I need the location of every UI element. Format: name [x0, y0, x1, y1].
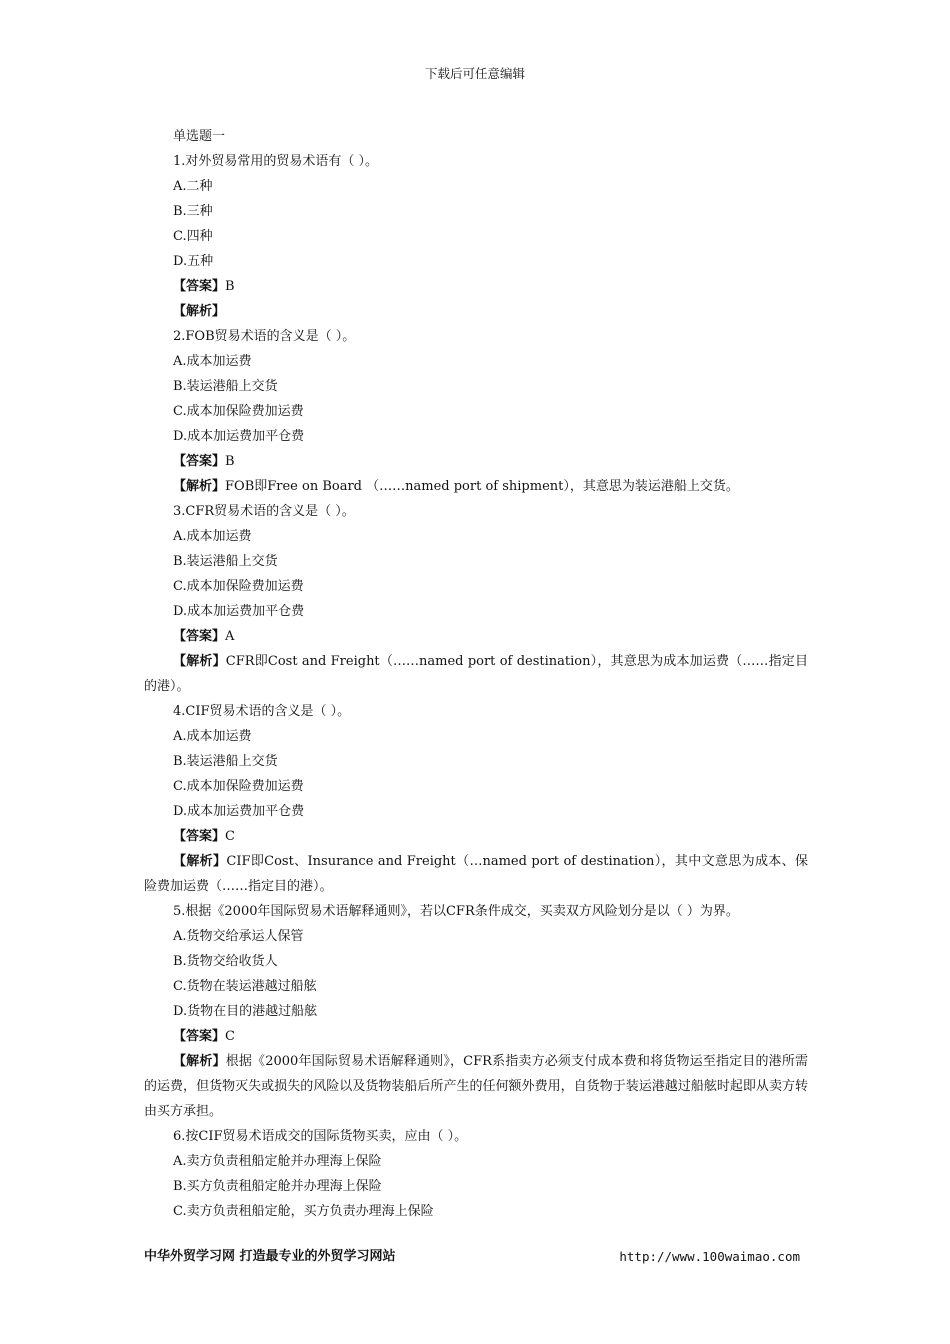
document-body [144, 124, 808, 1224]
question-2-option-a: A.成本加运费 [173, 354, 252, 369]
section-title: 单选题一 [173, 129, 226, 144]
answer-tag: 【答案】 [173, 279, 226, 294]
analysis-text: FOB即Free on Board （……named port of shipment），其意思为装运港船上交货。 [225, 479, 739, 494]
answer-tag: 【答案】 [173, 454, 226, 469]
analysis-tag: 【解析】 [173, 854, 227, 869]
question-4-option-c: C.成本加保险费加运费 [173, 779, 304, 794]
question-5-option-a: A.货物交给承运人保管 [173, 929, 304, 944]
question-2-option-d: D.成本加运费加平仓费 [173, 429, 305, 444]
question-2-option-b: B.装运港船上交货 [173, 379, 278, 394]
answer-value: B [225, 454, 235, 469]
question-3-answer [144, 624, 808, 649]
answer-value: C [225, 1029, 235, 1044]
question-1-option-a: A.二种 [173, 179, 213, 194]
analysis-text: CFR即Cost and Freight（……named port of destination），其意思为成本加运费（……指定目的港）。 [144, 654, 808, 694]
analysis-tag: 【解析】 [173, 1054, 226, 1069]
question-1-option-c: C.四种 [173, 229, 213, 244]
question-6-option-b: B.买方负责租船定舱并办理海上保险 [173, 1179, 382, 1194]
question-3-option-c: C.成本加保险费加运费 [173, 579, 304, 594]
question-4-option-a: A.成本加运费 [173, 729, 252, 744]
question-5-option-d: D.货物在目的港越过船舷 [173, 1004, 318, 1019]
analysis-text: CIF即Cost、Insurance and Freight（…named port of destination），其中文意思为成本、保险费加运费（……指定目的港）。 [144, 854, 808, 894]
question-5-option-c: C.货物在装运港越过船舷 [173, 979, 317, 994]
question-2-analysis [144, 474, 808, 499]
question-3-option-d: D.成本加运费加平仓费 [173, 604, 305, 619]
question-3-stem: 3.CFR贸易术语的含义是（ ）。 [173, 504, 355, 519]
question-2-option-c: C.成本加保险费加运费 [173, 404, 304, 419]
answer-value: C [225, 829, 235, 844]
page-footer [144, 1246, 800, 1268]
answer-tag: 【答案】 [173, 629, 226, 644]
footer-url[interactable]: http://www.100waimao.com [619, 1249, 800, 1264]
question-1-analysis [144, 299, 808, 324]
question-4-stem: 4.CIF贸易术语的含义是（ ）。 [173, 704, 351, 719]
question-1-answer [144, 274, 808, 299]
analysis-tag: 【解析】 [173, 654, 226, 669]
question-1-option-d: D.五种 [173, 254, 214, 269]
question-6-option-a: A.卖方负责租船定舱并办理海上保险 [173, 1154, 382, 1169]
question-5-stem: 5.根据《2000年国际贸易术语解释通则》，若以CFR条件成交，买卖双方风险划分是以（ ）为界。 [173, 904, 739, 919]
question-1-option-b: B.三种 [173, 204, 213, 219]
question-5-answer [144, 1024, 808, 1049]
question-6-option-c: C.卖方负责租船定舱，买方负责办理海上保险 [173, 1204, 434, 1219]
question-3-option-b: B.装运港船上交货 [173, 554, 278, 569]
page-header: 下载后可任意编辑 [424, 66, 525, 81]
question-5-option-b: B.货物交给收货人 [173, 954, 278, 969]
question-1-stem: 1.对外贸易常用的贸易术语有（ ）。 [173, 154, 379, 169]
question-6-stem: 6.按CIF贸易术语成交的国际货物买卖，应由（ ）。 [173, 1129, 468, 1144]
analysis-tag: 【解析】 [173, 304, 226, 319]
question-3-analysis [144, 649, 808, 699]
question-4-option-d: D.成本加运费加平仓费 [173, 804, 305, 819]
question-2-answer [144, 449, 808, 474]
question-5-analysis [144, 1049, 808, 1124]
answer-value: B [225, 279, 235, 294]
question-4-option-b: B.装运港船上交货 [173, 754, 278, 769]
answer-value: A [225, 629, 235, 644]
analysis-tag: 【解析】 [173, 479, 226, 494]
question-4-analysis [144, 849, 808, 899]
question-3-option-a: A.成本加运费 [173, 529, 252, 544]
answer-tag: 【答案】 [173, 1029, 226, 1044]
analysis-text: 根据《2000年国际贸易术语解释通则》，CFR系指卖方必须支付成本费和将货物运至指定目的港所需的运费，但货物灭失或损失的风险以及货物装船后所产生的任何额外费用，自货物于装运港越过船舷时起即从卖方转由买方承担。 [144, 1054, 808, 1119]
question-2-stem: 2.FOB贸易术语的含义是（ ）。 [173, 329, 356, 344]
footer-site-slogan: 中华外贸学习网 打造最专业的外贸学习网站 [144, 1249, 396, 1264]
question-4-answer [144, 824, 808, 849]
answer-tag: 【答案】 [173, 829, 226, 844]
